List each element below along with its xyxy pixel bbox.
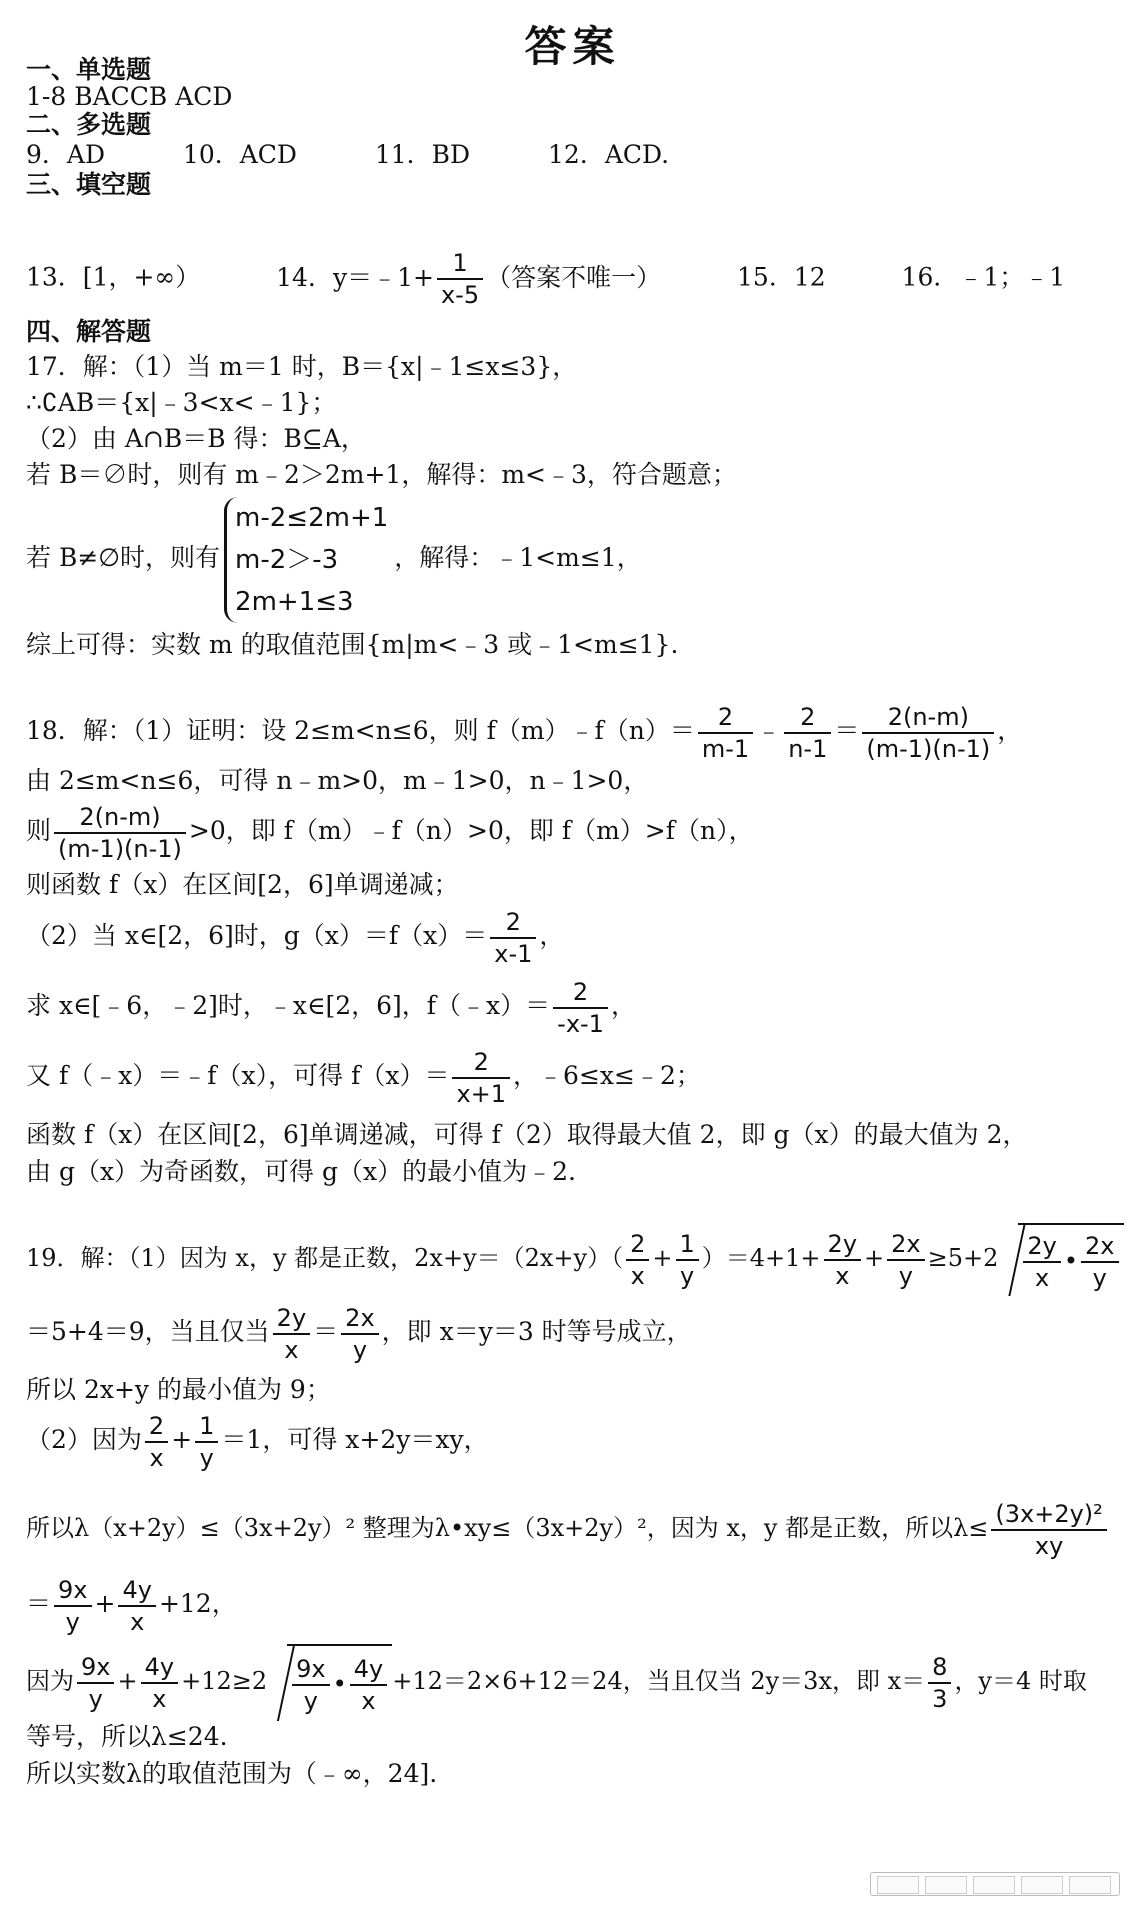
square-root: $\frac{9x}{y}$ • $\frac{4y}{x}$ [287, 1644, 392, 1722]
square-root: $\frac{2y}{x}$ • $\frac{2x}{y}$ [1018, 1223, 1123, 1297]
q9: 9．AD [26, 140, 106, 169]
p18-line: 由 g（x）为奇函数，可得 g（x）的最小值为﹣2. [26, 1157, 576, 1186]
fraction: $\frac{9x}{y}$ [54, 1575, 91, 1637]
q16: 16．﹣1；﹣1 [901, 262, 1066, 292]
p18-line: 则函数 f（x）在区间[2，6]单调递减； [26, 870, 459, 899]
p17-line: 若 B＝∅时，则有 m﹣2＞2m+1，解得：m<﹣3，符合题意； [26, 460, 737, 489]
p19-line: 所以实数λ的取值范围为（﹣∞，24]. [26, 1759, 438, 1788]
section-solutions: 四、解答题 [26, 317, 152, 346]
p19-line: 所以λ（x+2y）≤（3x+2y）² 整理为λ•xy≤（3x+2y）²，因为 x，y 都是正数，所以λ≤ $\frac{\text{(3x+2y)²}}{xy}$ [26, 1492, 1110, 1564]
p18-line: 18．解：（1）证明：设 2≤m<n≤6，则 f（m）﹣f（n）＝ $\frac{2}{m-1}$ ﹣ $\frac{2}{n-1}$ ＝ $\frac{2(n-m)}{(m-1)(n-1)}$ ， [26, 702, 1023, 763]
q10: 10．ACD [182, 140, 297, 169]
p17-line: （2）由 A∩B＝B 得：B⊆A， [26, 424, 366, 453]
p19-line: 所以 2x+y 的最小值为 9； [26, 1375, 331, 1404]
p17-line: ∴∁AB＝{x|﹣3<x<﹣1}； [26, 388, 337, 417]
fraction: $\frac{1}{y}$ [195, 1411, 218, 1473]
fraction: $\frac{2}{x-1}$ [490, 907, 536, 969]
p18-line: 又 f（﹣x）＝﹣f（x），可得 f（x）＝ $\frac{2}{x+1}$ ，﹣6≤x≤﹣2； [26, 1047, 701, 1108]
fraction: $\frac{2}{x}$ [145, 1411, 168, 1473]
fraction: $\frac{2}{x+1}$ [452, 1047, 510, 1109]
page-toolbar [870, 1872, 1120, 1896]
fraction: $\frac{2y}{x}$ [273, 1303, 310, 1365]
section-fill-blank: 三、填空题 [26, 170, 152, 199]
fraction: $\frac{2}{x}$ [626, 1229, 649, 1291]
toolbar-segment [973, 1876, 1015, 1894]
fraction: $\frac{2}{-x-1}$ [553, 977, 608, 1039]
q12: 12．ACD. [548, 140, 670, 169]
fraction: $\frac{2y}{x}$ [1023, 1231, 1060, 1293]
toolbar-segment [1069, 1876, 1111, 1894]
single-choice-answers: 1-8 BACCB ACD [26, 82, 233, 111]
p17-line: 若 B≠∅时，则有 m-2≤2m+1 m-2＞-3 2m+1≤3 ，解得：﹣1<m≤1， [26, 493, 642, 623]
p19-line: ＝ $\frac{9x}{y}$ + $\frac{4y}{x}$ +12， [26, 1575, 237, 1636]
inequality-system: m-2≤2m+1 m-2＞-3 2m+1≤3 [224, 497, 388, 623]
q13: 13．[1，+∞） [26, 262, 201, 292]
p17-line: 17．解：（1）当 m＝1 时，B＝{x|﹣1≤x≤3}， [26, 352, 578, 381]
fill-blank-answers [26, 248, 1065, 310]
fraction: $\frac{2(n-m)}{(m-1)(n-1)}$ [54, 802, 186, 864]
section-multi-choice: 二、多选题 [26, 110, 152, 139]
p18-line: （2）当 x∈[2，6]时，g（x）＝f（x）＝ $\frac{2}{x-1}$ ， [26, 907, 565, 968]
fraction: $\frac{2(n-m)}{(m-1)(n-1)}$ [862, 702, 994, 764]
multi-choice-answers [26, 138, 669, 172]
p19-line: 等号，所以λ≤24. [26, 1722, 228, 1751]
p17-line: 综上可得：实数 m 的取值范围{m|m<﹣3 或﹣1<m≤1}. [26, 630, 679, 659]
fraction: $\frac{2x}{y}$ [887, 1229, 924, 1291]
fraction: $\frac{2x}{y}$ [341, 1303, 378, 1365]
fraction: $\frac{1}{y}$ [676, 1229, 699, 1291]
p18-line: 由 2≤m<n≤6，可得 n﹣m>0，m﹣1>0，n﹣1>0， [26, 766, 649, 795]
p19-line: （2）因为 $\frac{2}{x}$ + $\frac{1}{y}$ ＝1，可得 x+2y＝xy， [26, 1411, 489, 1472]
fraction: $\frac{2x}{y}$ [1081, 1231, 1118, 1293]
q11: 11．BD [374, 140, 471, 169]
p18-line: 函数 f（x）在区间[2，6]单调递减，可得 f（2）取得最大值 2，即 g（x）的最大值为 2， [26, 1120, 1028, 1149]
q15: 15．12 [737, 262, 826, 292]
p18-line: 求 x∈[﹣6，﹣2]时，﹣x∈[2，6]，f（﹣x）＝ $\frac{2}{-x-1}$ ， [26, 977, 636, 1038]
fraction: $\frac{8}{3}$ [928, 1652, 951, 1714]
p19-line: 因为 $\frac{9x}{y}$ + $\frac{4y}{x}$ +12≥2 $\frac{9x}{y}$ • $\frac{4y}{x}$ +12＝2×6+12＝24，当且仅当 2y＝3x，即 x＝ $\frac{8}{3}$ ，y＝4 时取 [26, 1643, 1087, 1722]
page-title: 答案 [524, 22, 621, 71]
toolbar-segment [877, 1876, 919, 1894]
fraction: $\frac{9x}{y}$ [292, 1654, 329, 1716]
fraction: $\frac{4y}{x}$ [118, 1575, 155, 1637]
fraction: $\frac{\text{(3x+2y)²}}{xy}$ [991, 1499, 1106, 1561]
fraction: $\frac{2}{n-1}$ [784, 702, 831, 764]
fraction: $\frac{2y}{x}$ [824, 1229, 861, 1291]
fraction: $\frac{2}{m-1}$ [698, 702, 753, 764]
section-single-choice: 一、单选题 [26, 55, 152, 84]
fraction: $\frac{1}{x-5}$ [437, 248, 483, 310]
p19-line: 19．解：（1）因为 x，y 都是正数，2x+y＝（2x+y）（ $\frac{2}{x}$ + $\frac{1}{y}$ ）＝4+1+ $\frac{2y}{x}$ + $\frac{2x}{y}$ ≥5+2 $\frac{2y}{x}$ • $\frac{2x}{y}$ [26, 1222, 1124, 1297]
p18-line: 则 $\frac{2(n-m)}{(m-1)(n-1)}$ >0，即 f（m）﹣f（n）>0，即 f（m）>f（n）， [26, 802, 754, 863]
fraction: $\frac{4y}{x}$ [350, 1654, 387, 1716]
toolbar-segment [925, 1876, 967, 1894]
toolbar-segment [1021, 1876, 1063, 1894]
q14: 14．y＝﹣1+ $\frac{1}{x-5}$ （答案不唯一） [276, 249, 662, 309]
p19-line: ＝5+4＝9，当且仅当 $\frac{2y}{x}$ ＝ $\frac{2x}{y}$ ，即 x＝y＝3 时等号成立， [26, 1303, 692, 1364]
fraction: $\frac{9x}{y}$ [77, 1652, 114, 1714]
fraction: $\frac{4y}{x}$ [141, 1652, 178, 1714]
